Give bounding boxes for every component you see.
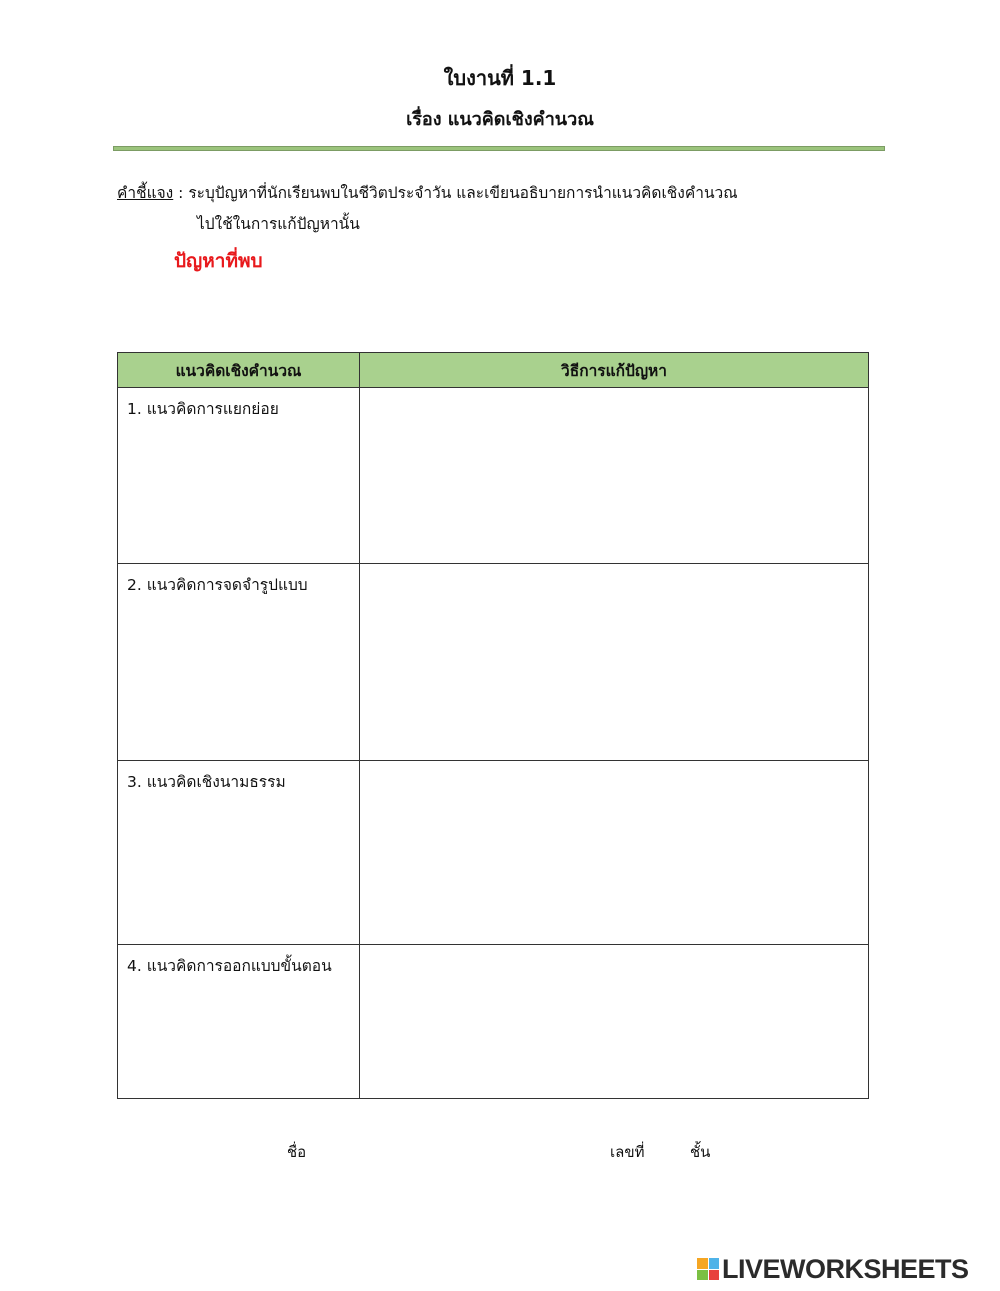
table-header-row	[118, 353, 869, 388]
table-row	[118, 761, 869, 945]
instructions-separator: :	[173, 184, 189, 202]
table-row	[118, 388, 869, 564]
concept-table	[117, 352, 869, 1099]
header-concept: แนวคิดเชิงคำนวณ	[118, 353, 360, 388]
instructions	[117, 178, 877, 240]
number-label: เลขที่	[610, 1143, 645, 1161]
table-row	[118, 945, 869, 1099]
class-label: ชั้น	[690, 1143, 711, 1161]
solution-answer-field-3[interactable]	[360, 761, 869, 945]
concept-cell: 3. แนวคิดเชิงนามธรรม	[118, 761, 360, 945]
logo-icon	[697, 1258, 719, 1280]
concept-cell: 2. แนวคิดการจดจำรูปแบบ	[118, 564, 360, 761]
header-divider	[113, 146, 885, 151]
table-row	[118, 564, 869, 761]
concept-cell: 4. แนวคิดการออกแบบขั้นตอน	[118, 945, 360, 1099]
problem-heading: ปัญหาที่พบ	[174, 250, 263, 272]
concept-cell: 1. แนวคิดการแยกย่อย	[118, 388, 360, 564]
instructions-line-2: ไปใช้ในการแก้ปัญหานั้น	[197, 215, 360, 233]
worksheet-title: ใบงานที่ 1.1	[443, 66, 557, 90]
name-label: ชื่อ	[287, 1143, 307, 1161]
header-solution: วิธีการแก้ปัญหา	[360, 353, 869, 388]
instructions-text: ระบุปัญหาที่นักเรียนพบในชีวิตประจำวัน และเขียนอธิบายการนำแนวคิดเชิงคำนวณ	[188, 184, 738, 202]
logo-text: LIVEWORKSHEETS	[722, 1253, 969, 1284]
solution-answer-field-2[interactable]	[360, 564, 869, 761]
solution-answer-field-1[interactable]	[360, 388, 869, 564]
liveworksheets-logo	[697, 1253, 969, 1285]
solution-answer-field-4[interactable]	[360, 945, 869, 1099]
instructions-line-1	[117, 178, 877, 209]
instructions-label: คำชี้แจง	[117, 184, 174, 202]
worksheet-subtitle: เรื่อง แนวคิดเชิงคำนวณ	[406, 109, 594, 130]
